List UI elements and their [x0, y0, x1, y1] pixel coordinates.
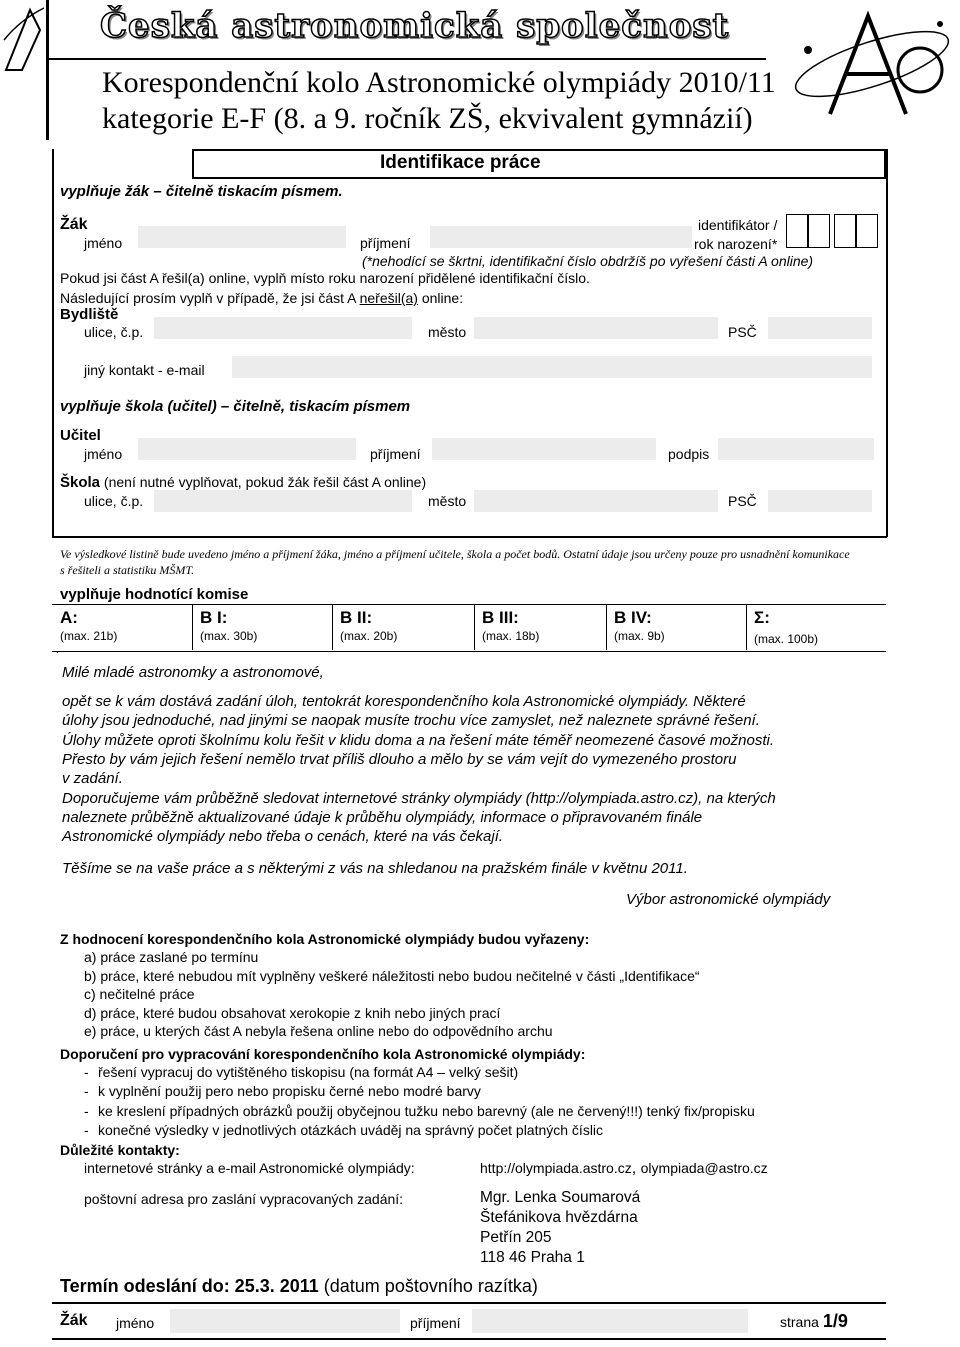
student-instruction: vyplňuje žák – čitelně tiskacím písmem.	[60, 183, 343, 200]
address-line: Mgr. Lenka Soumarová	[480, 1189, 641, 1206]
score-max-1: (max. 21b)	[60, 629, 118, 643]
teacher-surname-label: příjmení	[370, 446, 421, 462]
residence-street-label: ulice, č.p.	[84, 324, 144, 340]
disclaimer: Ve výsledkové listině bude uvedeno jméno a příjmení žáka, jméno a příjmení učitele, škola a počet bodů. Ostatní údaje jsou určeny pouze pro usnadnění komunikace s řešiteli a statistiku MŠMT.	[60, 547, 850, 577]
page-label: strana	[780, 1314, 819, 1330]
score-max-3: (max. 20b)	[340, 629, 398, 643]
student-surname-label: příjmení	[360, 235, 411, 251]
identifier-label: identifikátor /	[698, 217, 778, 233]
score-divider-1	[192, 604, 193, 650]
score-label-2: B I:	[200, 608, 228, 627]
id-box-right-border	[886, 149, 888, 537]
teacher-name-label: jméno	[84, 446, 123, 462]
score-divider-5	[746, 604, 747, 650]
score-divider-2	[332, 604, 333, 650]
id-box-bottom-border	[52, 536, 887, 538]
school-zip-label: PSČ	[728, 493, 757, 509]
id-digit-box-4[interactable]	[856, 214, 878, 248]
footer-name-label: jméno	[116, 1315, 155, 1331]
postal-label: poštovní adresa pro zaslání vypracovaných zadání:	[84, 1191, 404, 1207]
teacher-surname-field[interactable]	[432, 438, 656, 460]
residence-street-field[interactable]	[154, 317, 412, 339]
email-link[interactable]: olympiada@astro.cz	[640, 1160, 768, 1176]
committee-heading: vyplňuje hodnotící komise	[60, 586, 249, 603]
school-city-label: město	[428, 493, 467, 509]
deadline-label: Termín odeslání do: 25.3. 2011	[60, 1276, 319, 1296]
contact-email-label: jiný kontakt - e-mail	[84, 362, 205, 378]
exclusion-item: e) práce, u kterých část A nebyla řešena online nebo do odpovědního archu	[84, 1023, 553, 1039]
score-label-6: Σ:	[754, 608, 770, 627]
school-instruction: vyplňuje škola (učitel) – čitelně, tiskacím písmem	[60, 398, 411, 415]
contact-separator: ,	[631, 1160, 641, 1177]
offline-note-pre: Následující prosím vyplň v případě, že jsi část A	[60, 290, 360, 306]
contact-web-line	[480, 1160, 768, 1178]
contacts-heading: Důležité kontakty:	[60, 1142, 180, 1158]
score-label-1: A:	[60, 608, 78, 627]
score-max-2: (max. 30b)	[200, 629, 258, 643]
score-max-5: (max. 9b)	[614, 629, 665, 643]
footer-name-field[interactable]	[170, 1309, 400, 1333]
letter-closing: Těšíme se na vaše práce a s některými z vás na shledanou na pražském finále v květnu 2011.	[62, 860, 688, 877]
school-street-label: ulice, č.p.	[84, 493, 144, 509]
signature-label: podpis	[668, 446, 710, 462]
footer-surname-label: příjmení	[410, 1315, 461, 1331]
score-max-4: (max. 18b)	[482, 629, 540, 643]
school-city-field[interactable]	[474, 490, 718, 512]
school-zip-field[interactable]	[768, 490, 872, 512]
residence-city-field[interactable]	[474, 317, 718, 339]
recommendation-bullet: -	[84, 1102, 89, 1119]
residence-heading: Bydliště	[60, 306, 119, 323]
score-divider-4	[606, 604, 607, 650]
teacher-name-field[interactable]	[138, 438, 356, 460]
deadline	[60, 1276, 538, 1297]
section-title: Identifikace práce	[380, 152, 541, 173]
olympiad-category: kategorie E-F (8. a 9. ročník ZŠ, ekvivalent gymnázií)	[102, 102, 753, 135]
letter-greeting: Milé mladé astronomky a astronomové,	[62, 664, 324, 681]
letter-line: Úlohy můžete oproti školnímu kolu řešit v klidu doma a na řešení máte téměř neomezené časové možnosti.	[62, 731, 775, 749]
recommendation-item: ke kreslení případných obrázků použij obyčejnou tužku nebo barevný (ale ne červený!!!) tenký fix/propisku	[98, 1102, 755, 1119]
id-digit-box-3[interactable]	[834, 214, 856, 248]
letter-line: Astronomické olympiády nebo třeba o cenách, které na vás čekají.	[62, 828, 504, 846]
letter-line: opět se k vám dostává zadání úloh, tentokrát korespondenčního kola Astronomické olympiády. Některé	[62, 693, 746, 710]
student-name-field[interactable]	[138, 226, 346, 248]
address-line: Petřín 205	[480, 1229, 552, 1246]
web-label: internetové stránky a e-mail Astronomické olympiády:	[84, 1160, 415, 1176]
school-line	[60, 474, 426, 491]
score-max-6: (max. 100b)	[754, 632, 819, 646]
web-url-link[interactable]: http://olympiada.astro.cz	[480, 1160, 632, 1176]
address-line: Štefánikova hvězdárna	[480, 1209, 638, 1226]
signature-field[interactable]	[718, 438, 874, 460]
school-note: (není nutné vyplňovat, pokud žák řešil část A online)	[103, 474, 427, 490]
letter-line: Doporučujeme vám průběžně sledovat internetové stránky olympiády (http://olympiada.astro.cz), na kterých	[62, 789, 776, 807]
offline-note	[60, 290, 463, 306]
id-digit-box-2[interactable]	[808, 214, 830, 248]
recommendation-item: k vyplnění použij pero nebo propisku černé nebo modré barvy	[98, 1083, 481, 1100]
society-name: Česká astronomická společnost	[100, 6, 730, 46]
address-line: 118 46 Praha 1	[480, 1249, 585, 1266]
page-number: 1/9	[822, 1311, 848, 1331]
letter-signature: Výbor astronomické olympiády	[626, 891, 831, 908]
letter-line: úlohy jsou jednoduché, nad jinými se naopak musíte trochu více zamyslet, než naleznete správné řešení.	[62, 712, 760, 730]
exclusion-item: c) nečitelné práce	[84, 986, 195, 1002]
recommendation-item: řešení vypracuj do vytištěného tiskopisu (na formát A4 – velký sešit)	[98, 1064, 519, 1080]
recommendation-bullet: -	[84, 1083, 89, 1100]
school-street-field[interactable]	[154, 490, 412, 512]
footer-page	[780, 1311, 848, 1332]
recommendation-bullet: -	[84, 1064, 89, 1080]
footer-surname-field[interactable]	[472, 1309, 748, 1333]
footer-student: Žák	[60, 1312, 88, 1329]
score-label-4: B III:	[482, 608, 519, 627]
student-heading: Žák	[60, 216, 88, 233]
score-label-5: B IV:	[614, 608, 652, 627]
score-divider-3	[474, 604, 475, 650]
online-note: Pokud jsi část A řešil(a) online, vyplň místo roku narození přidělené identifikační číslo.	[60, 270, 590, 286]
letter-line: naleznete průběžně aktualizované údaje k průběhu olympiády, informace o připravovaném finále	[62, 808, 703, 826]
letter-line: Přesto by vám jejich řešení nemělo trvat příliš dlouho a mělo by se vám vejít do vymezeného prostoru	[62, 750, 737, 768]
header-top-rule	[46, 58, 766, 60]
teacher-heading: Učitel	[60, 427, 101, 444]
score-label-3: B II:	[340, 608, 373, 627]
exclusion-heading: Z hodnocení korespondenčního kola Astronomické olympiády budou vyřazeny:	[60, 931, 590, 947]
deadline-note: (datum poštovního razítka)	[318, 1276, 538, 1296]
id-digit-box-1[interactable]	[786, 214, 808, 248]
exclusion-item: a) práce zaslané po termínu	[84, 949, 259, 965]
exclusion-item: b) práce, které nebudou mít vyplněny veškeré náležitosti nebo budou nečitelné v části „Identifikace“	[84, 967, 700, 984]
letter-line: v zadání.	[62, 770, 123, 788]
identifier-note: (*nehodící se škrtni, identifikační číslo obdržíš po vyřešení části A online)	[362, 253, 814, 269]
planet-icon	[0, 0, 60, 130]
contact-email-field[interactable]	[232, 356, 872, 378]
student-name-label: jméno	[84, 235, 123, 251]
residence-zip-field[interactable]	[768, 317, 872, 339]
recommendation-bullet: -	[84, 1121, 89, 1138]
olympiad-logo-icon	[780, 4, 956, 134]
recommendation-item: konečné výsledky v jednotlivých otázkách uváděj na správný počet platných číslic	[98, 1121, 604, 1138]
birth-year-label: rok narození*	[694, 236, 778, 252]
id-box-left-border	[52, 149, 54, 537]
residence-zip-label: PSČ	[728, 324, 757, 340]
student-surname-field[interactable]	[430, 226, 692, 248]
school-heading: Škola	[60, 474, 101, 491]
offline-note-underlined: neřešil(a)	[359, 290, 418, 306]
recommendation-heading: Doporučení pro vypracování korespondenčního kola Astronomické olympiády:	[60, 1046, 586, 1062]
offline-note-post: online:	[417, 290, 464, 306]
residence-city-label: město	[428, 324, 467, 340]
olympiad-title: Korespondenční kolo Astronomické olympiády 2010/11	[102, 66, 776, 99]
exclusion-item: d) práce, které budou obsahovat xerokopie z knih nebo jiných prací	[84, 1004, 501, 1021]
small-dot: .	[56, 645, 59, 656]
